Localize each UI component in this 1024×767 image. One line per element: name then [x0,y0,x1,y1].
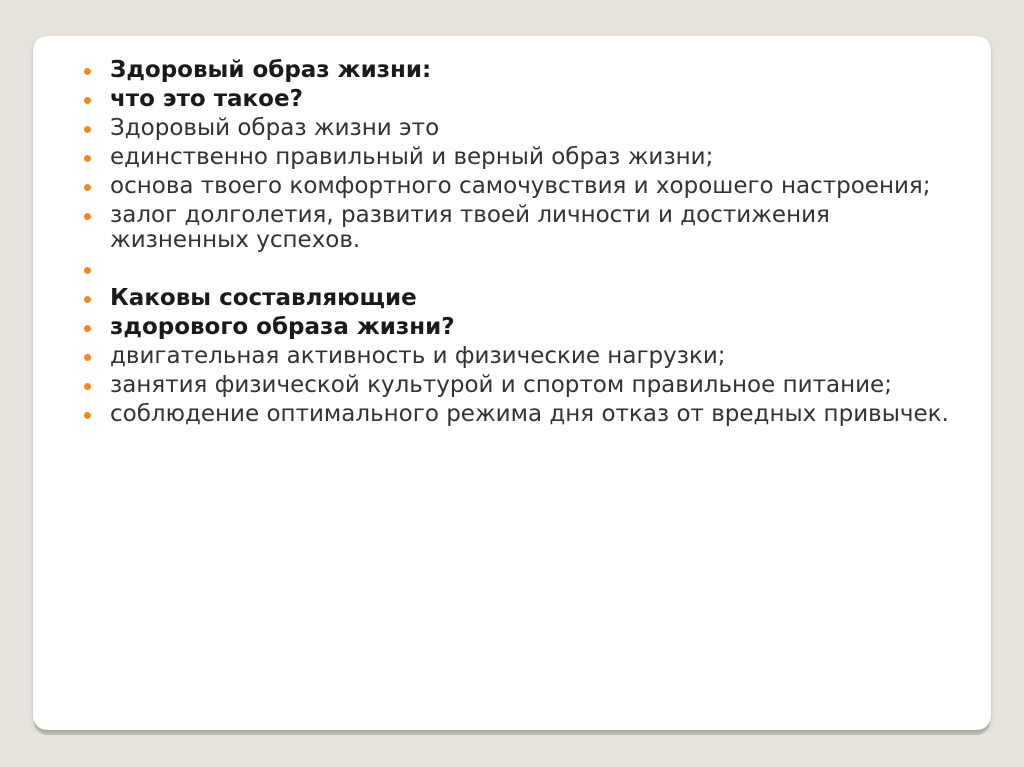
list-item-text: Здоровый образ жизни: [110,57,432,83]
list-item [80,286,970,311]
list-item-text: основа твоего комфортного самочувствия и хорошего настроения; [110,173,931,199]
list-item-text: двигательная активность и физические нагрузки; [110,343,726,369]
list-item-text: залог долголетия, развития твоей личности и достижения жизненных успехов. [110,202,830,253]
bullet-icon [84,68,91,75]
list-item [80,373,970,398]
list-item-text: единственно правильный и верный образ жизни; [110,144,714,170]
list-item [80,203,970,253]
bullet-icon [84,383,91,390]
list-item-text: занятия физической культурой и спортом правильное питание; [110,372,892,398]
list-item-text: что это такое? [110,86,303,112]
bullet-icon [84,412,91,419]
list-item-text: Здоровый образ жизни это [110,115,440,141]
bullet-icon [84,97,91,104]
list-item [80,87,970,112]
bullet-icon [84,213,91,220]
list-item [80,344,970,369]
bullet-icon [84,325,91,332]
bullet-icon [84,354,91,361]
bullet-icon [84,126,91,133]
list-item-text: Каковы составляющие [110,285,417,311]
bullet-icon [84,184,91,191]
bullet-icon [84,155,91,162]
bullet-icon [84,267,91,274]
list-item [80,315,970,340]
list-item [80,116,970,141]
list-item [80,58,970,83]
list-item [80,257,970,282]
bullet-icon [84,296,91,303]
list-item [80,174,970,199]
list-item-text: соблюдение оптимального режима дня отказ от вредных привычек. [110,401,949,427]
bullet-list [80,58,970,431]
list-item-text: здорового образа жизни? [110,314,455,340]
list-item [80,145,970,170]
list-item [80,402,970,427]
